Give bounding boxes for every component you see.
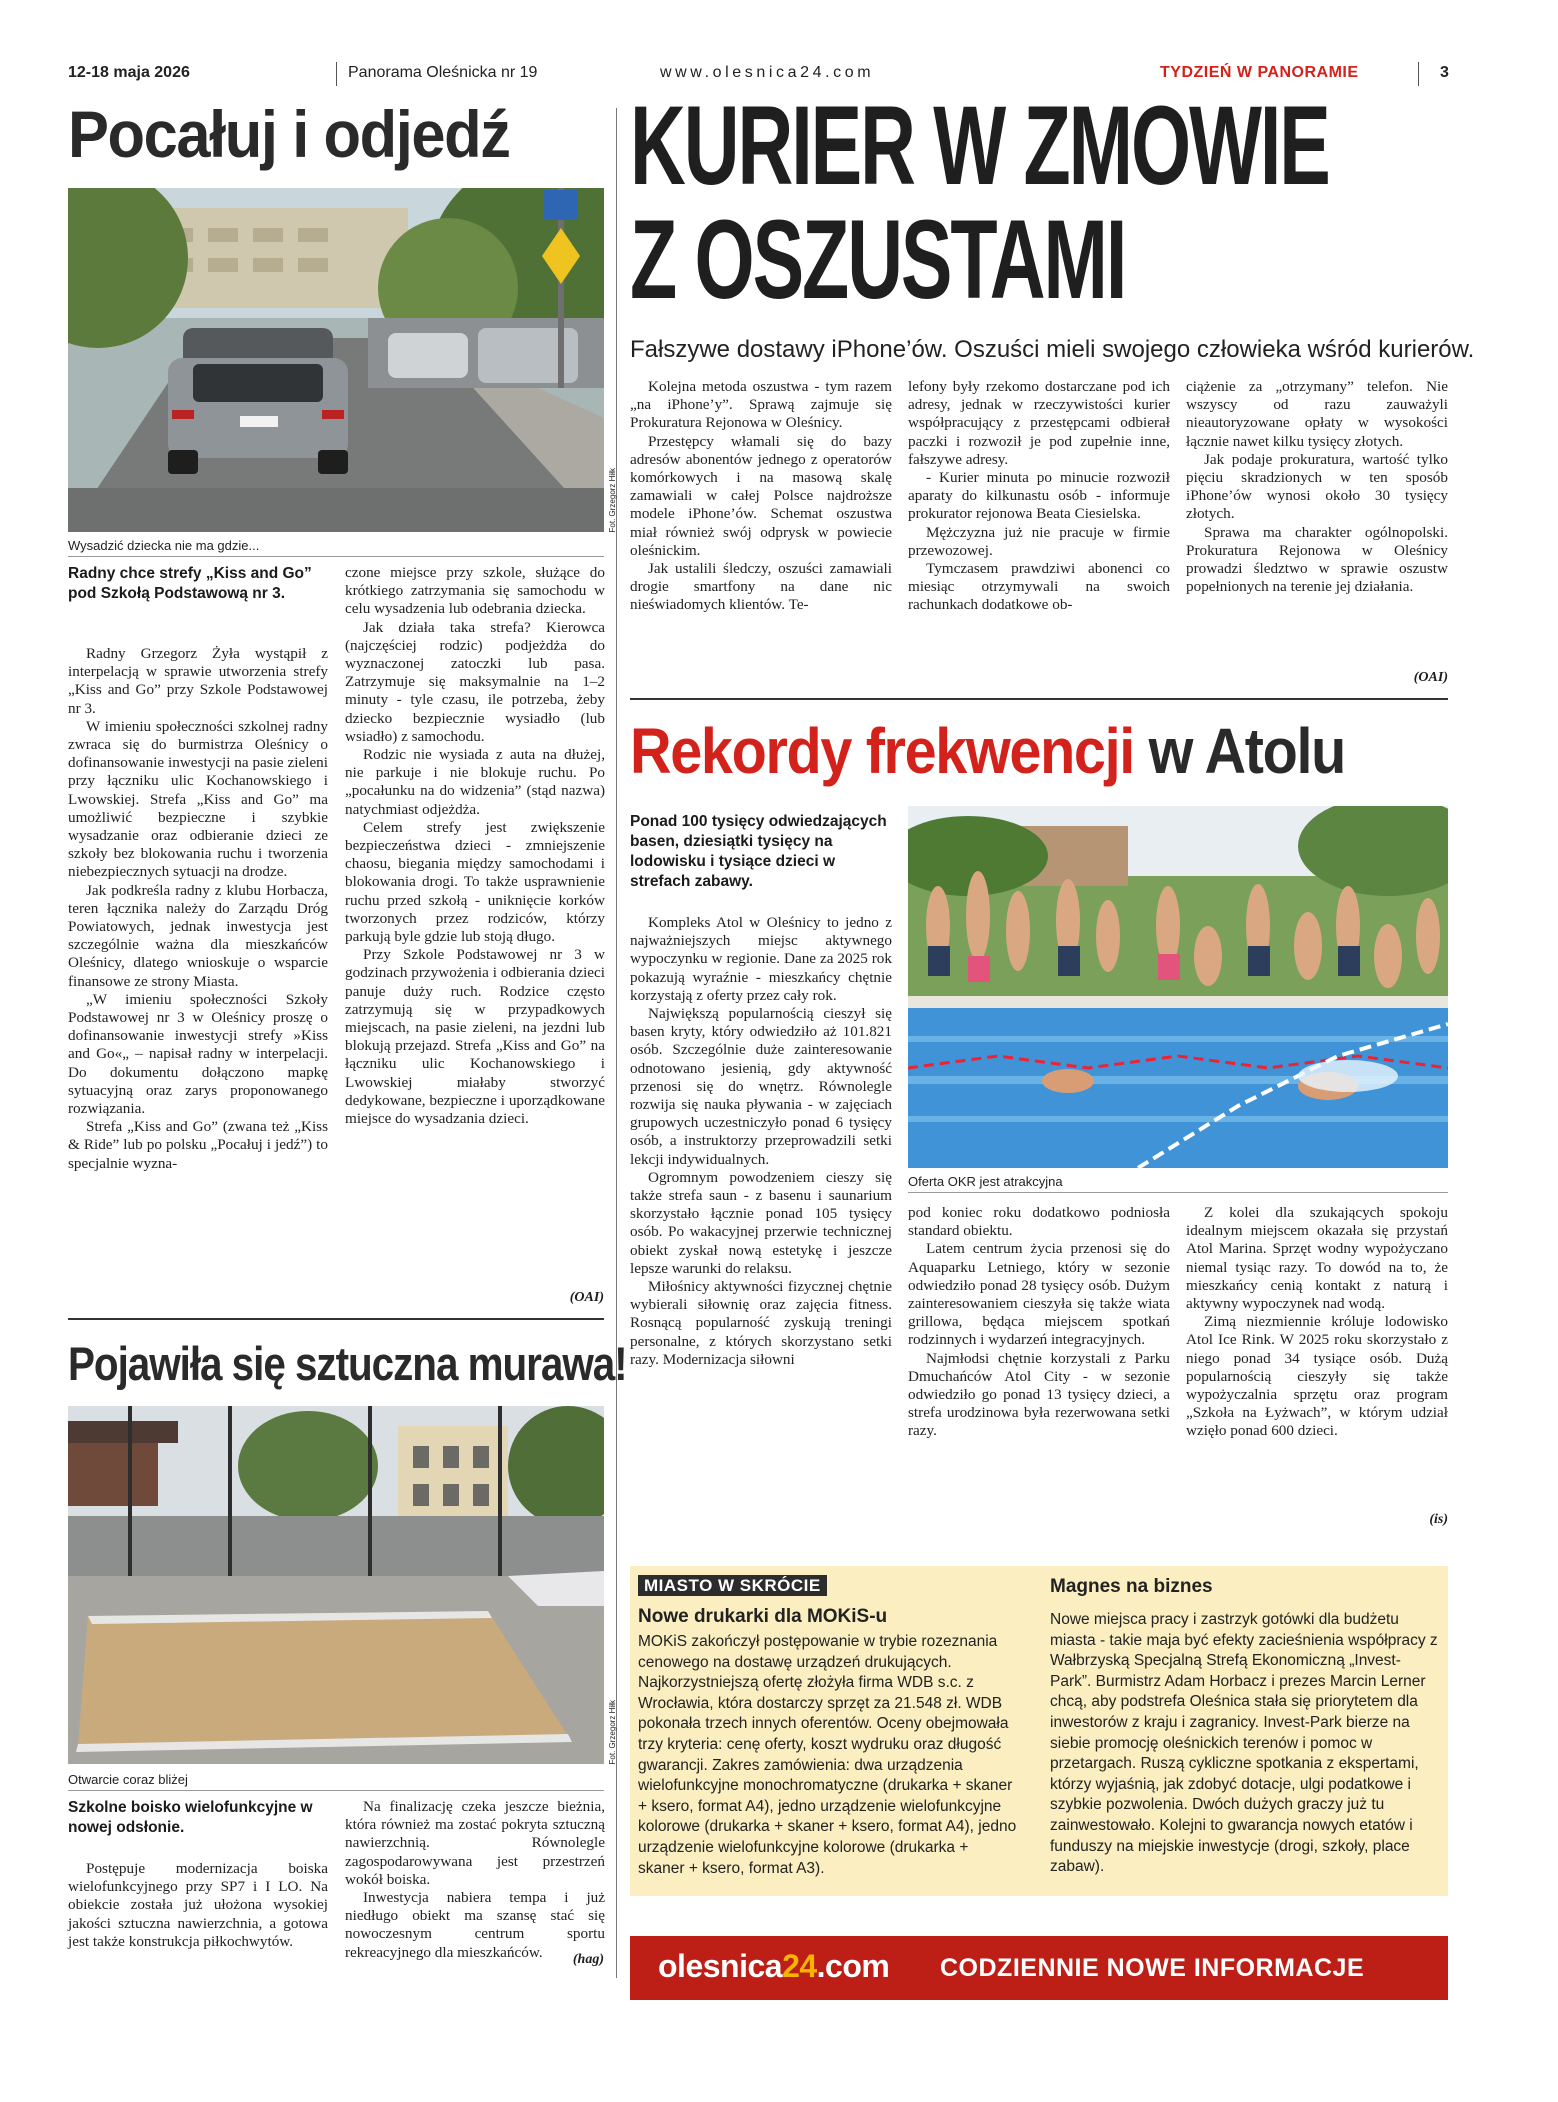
paragraph: Jak podkreśla radny z klubu Horbacza, teren łącznika należy do Zarządu Dróg Powiatowych, jednak inwestycja jest szczególnie ważna dla mieszkańców Oleśnicy, dlatego wnioskuje o wsparcie finansowe ze strony Miasta. bbox=[68, 881, 328, 990]
paragraph: Najmłodsi chętnie korzystali z Parku Dmuchańców Atol City - w sezonie odwiedziło go ponad 13 tysięcy dzieci, a strefa urodzinowa była rezerwowana setki razy. bbox=[908, 1349, 1170, 1440]
paragraph: pod koniec roku dodatkowo podniosła standard obiektu. bbox=[908, 1204, 1170, 1240]
photo-credit: Fot. Grzegorz Hiłk bbox=[608, 1700, 617, 1765]
photo-swimming-pool bbox=[908, 806, 1448, 1168]
article-column-2 bbox=[908, 378, 1170, 615]
author-signature: (OAI) bbox=[1413, 670, 1448, 685]
caption-rule bbox=[908, 1192, 1448, 1193]
section-title: TYDZIEŃ W PANORAMIE bbox=[1160, 64, 1359, 81]
article-column-1 bbox=[630, 914, 892, 1369]
article-title bbox=[630, 714, 1345, 788]
author-signature: (OAI) bbox=[569, 1290, 604, 1305]
logo-number: 24 bbox=[782, 1948, 817, 1984]
banner-slogan: CODZIENNIE NOWE INFORMACJE bbox=[940, 1954, 1365, 1982]
article-title: Pocałuj i odjedź bbox=[68, 97, 510, 171]
section-rule bbox=[68, 1318, 604, 1320]
photo-caption: Otwarcie coraz bliżej bbox=[68, 1772, 188, 1787]
logo-domain: .com bbox=[816, 1948, 890, 1984]
paragraph: Na finalizację czeka jeszcze bieżnia, która również ma zostać pokryta sztuczną nawierzchnią. Równolegle zagospodarowywana jest przestrzeń wokół boiska. bbox=[345, 1798, 605, 1888]
photo-credit: Fot. Grzegorz Hiłk bbox=[608, 468, 617, 533]
paragraph: Miłośnicy aktywności fizycznej chętnie wybierali siłownię oraz zajęcia fitness. Rosnącą popularność zyskują treningi personalne, z których skorzystano setki razy. Modernizacja siłowni bbox=[630, 1278, 892, 1368]
paragraph: Ogromnym powodzeniem cieszy się także strefa saun - z basenu i saunarium skorzystało łącznie ponad 105 tysięcy osób. Po wakacyjnej przerwie technicznej obiekt zyskał nową estetykę i jeszcze lepsze warunki do relaksu. bbox=[630, 1168, 892, 1277]
paragraph: Zimą niezmiennie króluje lodowisko Atol Ice Rink. W 2025 roku skorzystało z niego ponad 34 tysiące osób. Dużą popularnością cieszyły się także wypożyczalnia sprzętu oraz program „Szkoła na Łyżwach”, w którym udział wzięło ponad 600 dzieci. bbox=[1186, 1313, 1448, 1440]
paragraph: Rodzic nie wysiada z auta na dłużej, nie parkuje i nie blokuje ruchu. Po „pocałunku na do widzenia” (stąd nazwa) natychmiast odjeżdża. bbox=[345, 746, 605, 818]
article-column-2 bbox=[345, 1798, 605, 1962]
caption-rule bbox=[68, 556, 604, 557]
paragraph: Mężczyzna już nie pracuje w firmie przewozowej. bbox=[908, 523, 1170, 559]
paragraph: Inwestycja nabiera tempa i już niedługo obiekt ma szansę stać się nowoczesnym centrum sportu rekreacyjnego dla mieszkańców. bbox=[345, 1889, 605, 1961]
paragraph: Latem centrum życia przenosi się do Aquaparku Letniego, który w sezonie odwiedziło ponad 28 tysięcy osób. Dużym zainteresowaniem cieszyła się także wiata grillowa, będąca miejscem spotkań rodzinnych i wydarzeń integracyjnych. bbox=[908, 1240, 1170, 1349]
paragraph: Z kolei dla szukających spokoju idealnym miejscem okazała się przystań Atol Marina. Sprzęt wodny wypożyczano niemal tysiąc razy. To dowód na to, że mieszkańcy cenią kontakt z naturą i aktywny wypoczynek nad wodą. bbox=[1186, 1204, 1448, 1313]
paragraph: czone miejsce przy szkole, służące do krótkiego zatrzymania się samochodu w celu wysadzenia lub odebrania dziecka. bbox=[345, 564, 605, 618]
brief-heading-business: Magnes na biznes bbox=[1050, 1576, 1213, 1597]
photo-sports-field bbox=[68, 1406, 604, 1764]
author-signature: (is) bbox=[1429, 1512, 1448, 1527]
website-address[interactable]: www.olesnica24.com bbox=[660, 64, 875, 81]
photo-caption: Wysadzić dziecka nie ma gdzie... bbox=[68, 538, 260, 553]
article-title-line-1: KURIER W ZMOWIE bbox=[630, 83, 1329, 208]
header-separator bbox=[336, 62, 337, 86]
article-lead: Ponad 100 tysięcy odwiedzających basen, dziesiątki tysięcy na lodowisku i tysiące dzieci w strefach zabawy. bbox=[630, 813, 887, 890]
article-lead: Radny chce strefy „Kiss and Go” pod Szkołą Podstawową nr 3. bbox=[68, 565, 312, 602]
article-column-1 bbox=[68, 645, 328, 1173]
article-subtitle: Fałszywe dostawy iPhone’ów. Oszuści mieli swojego człowieka wśród kurierów. bbox=[630, 336, 1475, 363]
paragraph: Przestępcy włamali się do bazy adresów abonentów jednego z operatorów komórkowych i na masową skalę zamawiali w całej Polsce najdroższe modele iPhone’ów. Schemat oszustwa miał również swój odprysk w powiecie oleśnickim. bbox=[630, 432, 892, 559]
header-separator bbox=[1418, 62, 1419, 86]
title-rest: w Atolu bbox=[1133, 715, 1345, 787]
city-briefs-box bbox=[630, 1566, 1448, 1896]
paragraph: Celem strefy jest zwiększenie bezpieczeństwa dzieci - zmniejszenie chaosu, biegania między samochodami i blokowania drogi. To także usprawnienie ruchu przed szkołą - uniknięcie korków tworzonych przez rodziców, którzy parkują byle gdzie lub stoją długo. bbox=[345, 818, 605, 946]
brief-heading-printers: Nowe drukarki dla MOKiS-u bbox=[638, 1606, 888, 1627]
logo-text: olesnica bbox=[658, 1948, 783, 1984]
paragraph: Radny Grzegorz Żyła wystąpił z interpelacją w sprawie utworzenia strefy „Kiss and Go” przy Szkole Podstawowej nr 3. bbox=[68, 645, 328, 717]
paragraph: Jak ustalili śledczy, oszuści zamawiali drogie smartfony na dane nic nieświadomych klientów. Te- bbox=[630, 560, 892, 614]
caption-rule bbox=[68, 1790, 604, 1791]
article-column-1 bbox=[630, 378, 892, 615]
brief-text-business: Nowe miejsca pracy i zastrzyk gotówki dla budżetu miasta - takie maja być efekty zacieśnienia współpracy z Wałbrzyską Specjalną Strefą Ekonomiczną „Invest-Park”. Burmistrz Adam Horbacz i prezes Marcin Lerner chcą, aby podstrefa Oleśnica stała się priorytetem dla inwestorów z kraju i zagranicy. Invest-Park bierze na siebie promocję oleśnickich terenów i pomoc w przetargach. Ruszą cykliczne spotkania z ekspertami, którzy wyjaśnią, jak zdobyć dotacje, ulgi podatkowe i szybkie pozwolenia. Dwóch dużych graczy już tu zainwestowało. Kolejni to gwarancja nowych etatów i funduszy na miejskie inwestycje (drogi, szkoły, place zabaw). bbox=[1050, 1611, 1438, 1876]
article-column-3 bbox=[1186, 1204, 1448, 1441]
author-signature: (hag) bbox=[572, 1952, 604, 1967]
paper-name: Panorama Oleśnicka nr 19 bbox=[348, 64, 538, 81]
paragraph: Przy Szkole Podstawowej nr 3 w godzinach przywożenia i odbierania dzieci panuje duży ruch. Rodzice często zatrzymują się w przypadkowych miejscach, na pasie zieleni, na jezdni lub blokują przejazd. Strefa „Kiss and Go” na łączniku ulic Kochanowskiego i Lwowskiej miałaby stworzyć dedykowane, bezpieczne i uporządkowane miejsce do wysadzania dzieci. bbox=[345, 946, 605, 1128]
paragraph: Postępuje modernizacja boiska wielofunkcyjnego przy SP7 i I LO. Na obiekcie została już ułożona wysokiej jakości sztuczna nawierzchnia, a gotowa jest także konstrukcja piłkochwytów. bbox=[68, 1860, 328, 1950]
article-column-2 bbox=[908, 1204, 1170, 1441]
paragraph: Jak działa taka strefa? Kierowca (najczęściej rodzic) podjeżdża do wyznaczonej zatoczki lub pasa. Zatrzymuje się maksymalnie na 1–2 minuty - tyle czasu, ile potrzeba, żeby dziecko bezpiecznie wysiadło (lub wsiadło) z samochodu. bbox=[345, 618, 605, 745]
section-rule bbox=[630, 698, 1448, 700]
paragraph: Kolejna metoda oszustwa - tym razem „na iPhone’y”. Sprawą zajmuje się Prokuratura Rejonowa w Oleśnicy. bbox=[630, 378, 892, 432]
paragraph: - Kurier minuta po minucie rozwoził aparaty do kilkunastu osób - informuje prokurator rejonowa Beata Ciesielska. bbox=[908, 469, 1170, 523]
article-column-3 bbox=[1186, 378, 1448, 596]
promo-banner[interactable] bbox=[630, 1936, 1448, 2000]
column-divider bbox=[616, 108, 617, 1978]
paragraph: Największą popularnością cieszył się basen kryty, który odwiedziło aż 101.821 osób. Szczególnie duże zainteresowanie odnotowano jesienią, gdy aktywność przenosi się do wnętrz. Równolegle rozwija się nauka pływania - w zajęciach grupowych uczestniczyło ponad 6 tysięcy osób, a instruktorzy przeprowadzili setki lekcji indywidualnych. bbox=[630, 1005, 892, 1168]
title-highlight: Rekordy frekwencji bbox=[630, 715, 1134, 787]
article-lead: Szkolne boisko wielofunkcyjne w nowej odsłonie. bbox=[68, 1799, 313, 1836]
photo-parking-car bbox=[68, 188, 604, 532]
paragraph: lefony były rzekomo dostarczane pod ich adresy, jednak w rzeczywistości kurier współpracujący z przestępcami odbierał paczki i rozwoził je pod zupełnie inne, fałszywe adresy. bbox=[908, 378, 1170, 468]
paragraph: Strefa „Kiss and Go” (zwana też „Kiss & Ride” lub po polsku „Pocałuj i jedź”) to specjalnie wyzna- bbox=[68, 1118, 328, 1172]
paragraph: Sprawa ma charakter ogólnopolski. Prokuratura Rejonowa w Oleśnicy prowadzi śledztwo w sprawie oszustw popełnionych na terenie jej działania. bbox=[1186, 523, 1448, 596]
paragraph: W imieniu społeczności szkolnej radny zwraca się do burmistrza Oleśnicy o dofinansowanie inwestycji na pasie zieleni przy łączniku ulic Kochanowskiego i Lwowskiej. Strefa „Kiss and Go” ma umożliwić bezpieczne i szybkie wysadzanie oraz odbieranie dzieci ze szkoły bez blokowania ruchu i tworzenia niebezpiecznych sytuacji na drodze. bbox=[68, 717, 328, 881]
paragraph: Kompleks Atol w Oleśnicy to jedno z najważniejszych miejsc aktywnego wypoczynku w regionie. Dane za 2025 rok pokazują wyraźnie - mieszkańcy chętnie korzystają z oferty przez cały rok. bbox=[630, 914, 892, 1004]
paragraph: ciążenie za „otrzymany” telefon. Nie wszyscy od razu zauważyli nieautoryzowane opłaty w wysokości łącznie nawet kilku tysięcy złotych. bbox=[1186, 378, 1448, 450]
briefs-tag: MIASTO W SKRÓCIE bbox=[638, 1575, 827, 1596]
site-logo[interactable] bbox=[658, 1948, 889, 1985]
paragraph: Tymczasem prawdziwi abonenci co miesiąc otrzymywali na swoich rachunkach dodatkowe ob- bbox=[908, 560, 1170, 614]
page-number: 3 bbox=[1440, 64, 1449, 81]
brief-text-printers: MOKiS zakończył postępowanie w trybie rozeznania cenowego na dostawę urządzeń drukujących. Najkorzystniejszą ofertę złożyła firma WDB s.c. z Wrocławia, która dostarczy sprzęt za 21.548 zł. WDB pokonała trzech innych oferentów. Oceny obejmowała trzy kryteria: cenę oferty, koszt wydruku oraz długość gwarancji. Zakres zamówienia: dwa urządzenia wielofunkcyjne monochromatyczne (drukarka + skaner + ksero, format A4), jedno urządzenie wielofunkcyjne kolorowe (drukarka + skaner + ksero, format A4), jedno urządzenie wielofunkcyjne kolorowe (drukarka + skaner + ksero, format A3). bbox=[638, 1633, 1017, 1877]
paragraph: Jak podaje prokuratura, wartość tylko pięciu skradzionych w ten sposób iPhone’ów wynosi około 30 tysięcy złotych. bbox=[1186, 450, 1448, 523]
issue-date: 12-18 maja 2026 bbox=[68, 64, 190, 81]
article-title-line-2: Z OSZUSTAMI bbox=[630, 197, 1126, 322]
article-column-1 bbox=[68, 1860, 328, 1951]
briefs-tag-wrap bbox=[638, 1576, 827, 1596]
article-title: Pojawiła się sztuczna murawa! bbox=[68, 1337, 627, 1390]
photo-caption: Oferta OKR jest atrakcyjna bbox=[908, 1174, 1063, 1189]
paragraph: „W imieniu społeczności Szkoły Podstawowej nr 3 w Oleśnicy proszę o dofinansowanie inwestycji strefy »Kiss and Go«„ – napisał radny w interpelacji. Do dokumentu dołączono mapkę sytuacyjną oraz zarys proponowanego rozwiązania. bbox=[68, 990, 328, 1118]
article-column-2 bbox=[345, 564, 605, 1128]
